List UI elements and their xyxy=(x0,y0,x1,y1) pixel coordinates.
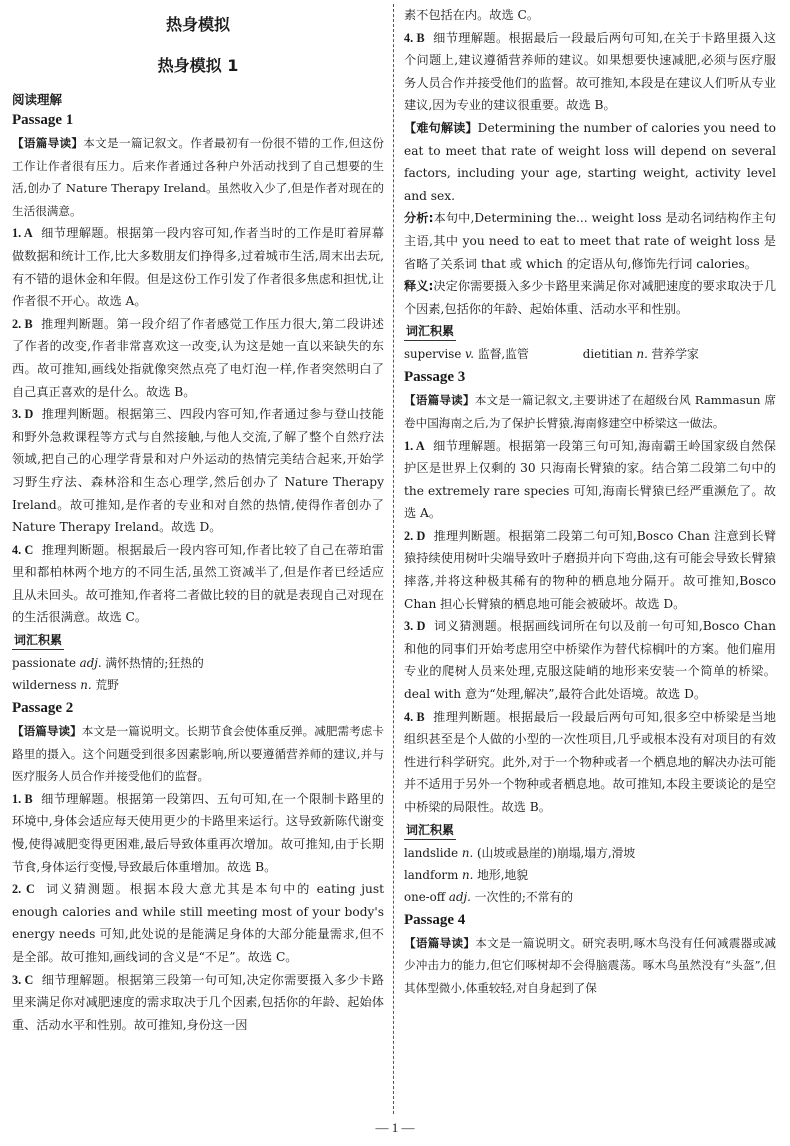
vocab-word: passionate xyxy=(12,656,76,671)
vocab-pos: n. xyxy=(461,845,474,860)
intro-tag: 【语篇导读】 xyxy=(404,393,475,408)
page-number: — 1 — xyxy=(375,1120,415,1135)
p3-answer-2 xyxy=(404,525,776,615)
p2-answer-1 xyxy=(12,788,384,878)
right-column xyxy=(404,4,776,999)
vocab-pos: v. xyxy=(465,347,475,362)
vocab-def: 荒野 xyxy=(95,678,119,693)
p2-answer-3-continued: 素不包括在内。故选 C。 xyxy=(404,8,540,22)
vocab-row xyxy=(404,343,776,365)
section-title: 热身模拟 xyxy=(165,15,230,34)
vocab-def: 营养学家 xyxy=(651,347,699,362)
p2-answer-4 xyxy=(404,27,776,117)
vocab-item xyxy=(12,652,384,674)
answer-text: 推理判断题。第一段介绍了作者感觉工作压力很大,第二段讲述了作者的改变,作者非常喜欢这一改变,认为这是她一直以来缺失的东西。故可推知,画线处指就像突然点亮了电灯泡一样,作者突然明白了自己真正喜欢的是什么。故选 B。 xyxy=(12,316,384,399)
analysis-tag: 分析: xyxy=(404,211,434,226)
vocab-heading: 词汇积累 xyxy=(404,322,456,341)
vocab-item xyxy=(12,674,384,696)
vocab-pos: n. xyxy=(462,867,474,882)
left-column xyxy=(12,4,384,1036)
intro-text: 本文是一篇说明文。研究表明,啄木鸟没有任何减震器或减少冲击力的能力,但它们啄树却不会得脑震荡。啄木鸟虽然没有“头盔”,但其体型微小,体重较轻,对自身起到了保 xyxy=(404,935,776,995)
answer-text: 推理判断题。根据第二段第二句可知,Bosco Chan 注意到长臂猿持续使用树叶尖端导致叶子磨损并向下弯曲,这有可能会导致长臂猿摔落,并将这种极其稀有的物种的栖息地分隔开。故可推知,Bosco Chan 担心长臂猿的栖息地可能会被破坏。故选 D。 xyxy=(404,528,777,611)
vocab-heading: 词汇积累 xyxy=(12,631,64,650)
answer-number: 1. A xyxy=(404,438,425,453)
answer-text: 细节理解题。根据第一段第三句可知,海南霸王岭国家级自然保护区是世界上仅剩的 30 只海南长臂猿的家。结合第二段第二句中的 the extremely rare species 可知,海南长臂猿已经严重濒危了。故选 A。 xyxy=(404,438,776,521)
vocab-item xyxy=(404,864,776,886)
vocab-pos: adj. xyxy=(448,889,471,904)
p3-answer-4 xyxy=(404,706,776,819)
answer-text: 词义猜测题。根据本段大意尤其是本句中的 eating just enough calories and while still meeting most of your body's energy needs 可知,此处说的是能满足身体的大部分能量需求,但不是全部。故可推知,画线词的含义是“不足”。故选 C。 xyxy=(12,882,385,964)
answer-text: 细节理解题。根据第一段内容可知,作者当时的工作是盯着屏幕做数据和统计工作,比大多数朋友们挣得多,过着城市生活,周末出去玩,有不错的退休金和年假。但是这份工作引发了作者很多焦虑和担忧,让作者很不开心。故选 A。 xyxy=(12,226,384,309)
p1-answer-1 xyxy=(12,222,384,312)
vocab-pos: n. xyxy=(636,347,648,362)
vocab-def: 满怀热情的;狂热的 xyxy=(105,656,204,671)
answer-text: 推理判断题。根据最后一段最后两句可知,很多空中桥梁是当地组织甚至是个人做的小型的一次性项目,几乎或根本没有对项目的有效性进行科学研究。此外,对于一个物种或者一个栖息地的解决办法可能并不适用于另外一个物种或者栖息地。故可推知,本段主要谈论的是空中桥梁的局限性。故选 B。 xyxy=(404,709,776,814)
answer-number: 4. C xyxy=(12,542,34,557)
vocab-word: wilderness xyxy=(12,678,77,693)
translation-text: 决定你需要摄入多少卡路里来满足你对减肥速度的要求取决于几个因素,包括你的年龄、起始体重、活动水平和性别。 xyxy=(404,279,777,316)
answer-text: 推理判断题。根据第三、四段内容可知,作者通过参与登山技能和野外急救课程等方式与自然接触,与他人交流,了解了整个自然疗法领域,把自己的心理学背景和对户外运动的热情完美结合起来,开始学习野生疗法、森林浴和生态心理学,然后创办了 Nature Therapy Ireland。故可推知,是作者的专业和对自然的热情,使得作者创办了 Nature Therapy Ireland。故选 D。 xyxy=(12,407,384,535)
passage-3-intro xyxy=(404,389,776,434)
answer-number: 3. D xyxy=(12,407,34,422)
passage-4-intro xyxy=(404,932,776,1000)
translation-tag: 释义: xyxy=(404,279,434,294)
vocab-pos: n. xyxy=(80,678,92,693)
passage-3-title: Passage 3 xyxy=(404,369,466,386)
p2-answer-3 xyxy=(12,969,384,1037)
difficult-sentence-tag: 【难句解读】 xyxy=(404,120,478,135)
vocab-word: one-off xyxy=(404,889,446,904)
p1-answer-4 xyxy=(12,539,384,629)
column-divider xyxy=(393,4,394,1114)
passage-1-title: Passage 1 xyxy=(12,112,74,128)
passage-2-title: Passage 2 xyxy=(12,700,74,717)
difficult-sentence-text: Determining the number of calories you need to eat to meet that rate of weight loss will depend on several factors, including your age, starting weight, activity level and sex. xyxy=(404,120,776,203)
answer-text: 词义猜测题。根据画线词所在句以及前一句可知,Bosco Chan 和他的同事们开始考虑用空中桥梁作为替代棕榈叶的方案。他们雇用专业的爬树人员来处理,克服这陡峭的地形来安装一个简单的桥梁。deal with 意为“处理,解决”,最符合此处语境。故选 D。 xyxy=(404,619,776,702)
answer-number: 2. D xyxy=(404,528,426,543)
p1-answer-2 xyxy=(12,313,384,403)
vocab-word: dietitian xyxy=(582,347,633,362)
answer-text: 推理判断题。根据最后一段内容可知,作者比较了自己在蒂珀雷里和都柏林两个地方的不同生活,虽然工资减半了,但是作者已经适应且从未回头。故可推知,作者将二者做比较的目的就是表现自己对现在的生活很满意。故选 C。 xyxy=(12,542,384,625)
answer-number: 4. B xyxy=(404,30,425,45)
vocab-def: 监督,监管 xyxy=(477,347,529,362)
vocab-word: landslide xyxy=(404,845,459,860)
sentence-analysis xyxy=(404,207,776,275)
intro-tag: 【语篇导读】 xyxy=(12,724,82,739)
answer-number: 3. C xyxy=(12,972,34,987)
analysis-text: 本句中,Determining the... weight loss 是动名词结构作主句主语,其中 you need to eat to meet that rate of weight loss 是省略了关系词 that 或 which 的定语从句,修饰先行词 calories。 xyxy=(404,211,777,271)
intro-tag: 【语篇导读】 xyxy=(12,136,84,150)
answer-number: 3. D xyxy=(404,619,426,634)
intro-tag: 【语篇导读】 xyxy=(404,935,476,950)
answer-text: 细节理解题。根据第一段第四、五句可知,在一个限制卡路里的环境中,身体会适应每天使用更少的卡路里来运行。这导致新陈代谢变慢,使得减肥变得更困难,最后导致体重再次增加。故可推知,由于长期节食,身体运行变慢,导致最后体重增加。故选 B。 xyxy=(12,791,384,874)
p2-answer-2 xyxy=(12,878,384,968)
vocab-def: (山坡或悬崖的)崩塌,塌方,滑坡 xyxy=(476,845,636,860)
difficult-sentence xyxy=(404,117,776,207)
vocab-def: 地形,地貌 xyxy=(477,867,529,882)
answer-number: 2. B xyxy=(12,316,33,331)
intro-text: 本文是一篇记叙文,主要讲述了在超级台风 Rammasun 席卷中国海南之后,为了保护长臂猿,海南修建空中桥梁这一做法。 xyxy=(404,393,776,430)
vocab-heading: 词汇积累 xyxy=(404,821,456,840)
p3-answer-3 xyxy=(404,615,776,705)
answer-text: 细节理解题。根据最后一段最后两句可知,在关于卡路里摄入这个问题上,建议遵循营养师的建议。如果想要快速减肥,必须与医疗服务人员合作并接受他们的监督。故可推知,本段是在建议人们听从专业建议,因为专业的建议很重要。故选 B。 xyxy=(404,30,776,113)
answer-number: 2. C xyxy=(12,882,35,897)
passage-1-intro xyxy=(12,132,384,222)
answer-number: 4. B xyxy=(404,709,425,724)
vocab-word: landform xyxy=(404,867,459,882)
passage-2-intro xyxy=(12,720,384,788)
passage-4-title: Passage 4 xyxy=(404,911,466,928)
p1-answer-3 xyxy=(12,403,384,539)
answer-number: 1. A xyxy=(12,226,33,241)
intro-text: 本文是一篇说明文。长期节食会使体重反弹。减肥需考虑卡路里的摄入。这个问题受到很多因素影响,所以要遵循营养师的建议,并与医疗服务人员合作并接受他们的监督。 xyxy=(12,724,384,784)
p3-answer-1 xyxy=(404,435,776,525)
answer-text: 细节理解题。根据第三段第一句可知,决定你需要摄入多少卡路里来满足你对减肥速度的需求取决于几个因素,包括你的年龄、起始体重、活动水平和性别。故可推知,身份这一因 xyxy=(12,972,384,1032)
vocab-def: 一次性的;不常有的 xyxy=(474,889,574,904)
exam-title: 热身模拟 1 xyxy=(157,56,239,75)
vocab-item xyxy=(404,842,776,864)
answer-number: 1. B xyxy=(12,791,33,806)
sentence-translation xyxy=(404,275,776,320)
intro-text: 本文是一篇记叙文。作者最初有一份很不错的工作,但这份工作让作者很有压力。后来作者通过各种户外活动找到了自己想要的生活,创办了 Nature Therapy Ireland。虽然收入少了,但是作者对现在的生活很满意。 xyxy=(12,136,384,218)
part-heading: 阅读理解 xyxy=(12,92,63,107)
vocab-word: supervise xyxy=(404,347,462,362)
vocab-pos: adj. xyxy=(79,656,102,671)
vocab-item xyxy=(404,886,776,908)
